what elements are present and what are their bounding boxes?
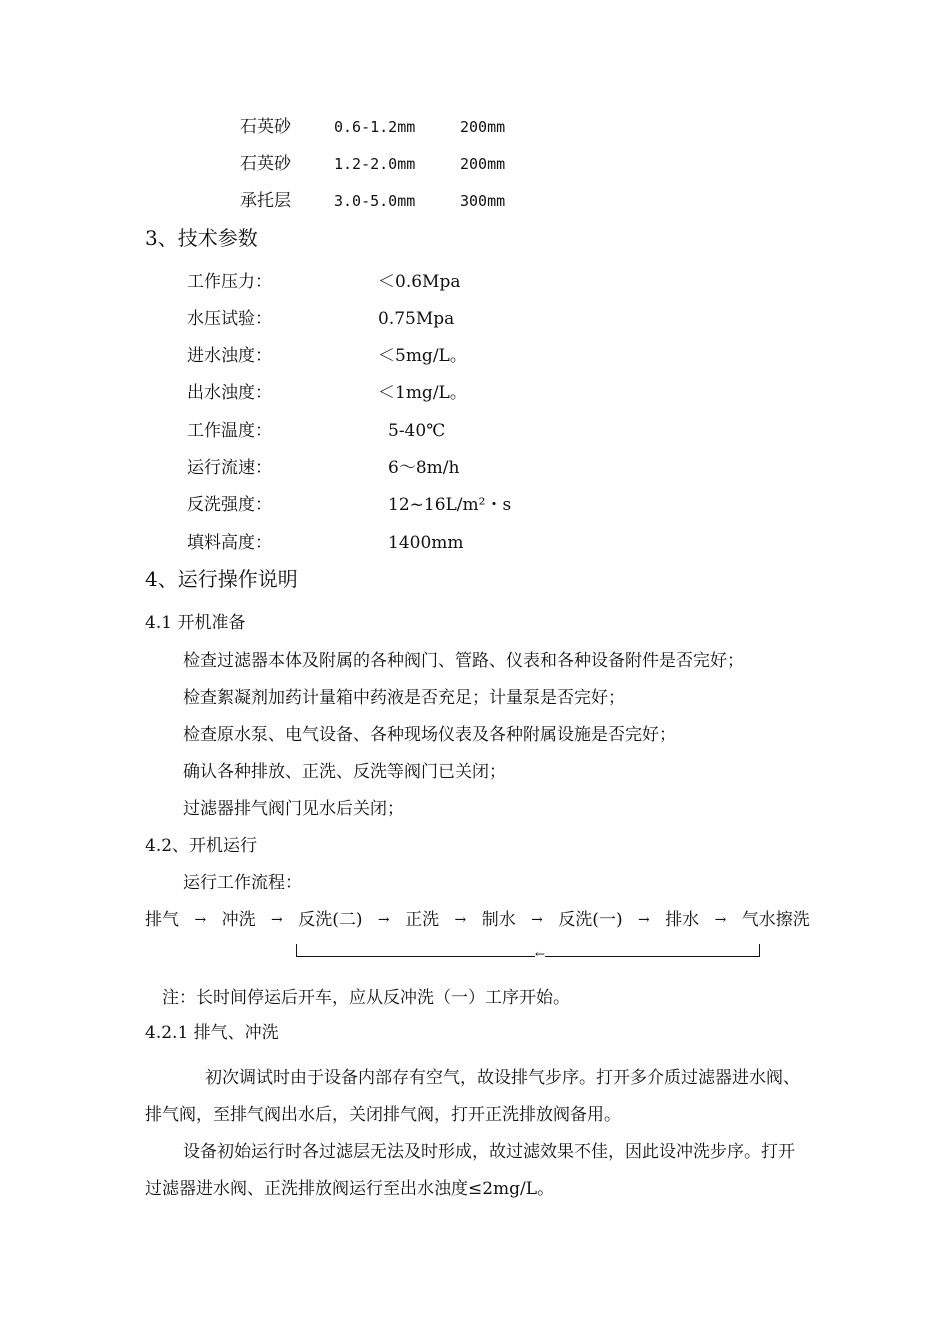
param-label: 运行流速：	[187, 458, 272, 478]
section-4-2-heading: 4.2、开机运行	[145, 836, 258, 856]
param-label: 工作压力：	[187, 272, 272, 292]
param-value: 0.75Mpa	[378, 309, 455, 329]
section-3-heading: 3、技术参数	[145, 226, 258, 250]
flow-step: 反洗(二)	[298, 910, 363, 930]
flow-step: 排气	[145, 910, 179, 930]
flow-step: 冲洗	[221, 910, 256, 930]
paragraph: 设备初始运行时各过滤层无法及时形成，故过滤效果不佳，因此设冲洗步序。打开过滤器进水阀、正洗排放阀运行至出水浊度≤2mg/L。	[145, 1142, 795, 1199]
layer-size: 3.0-5.0mm	[334, 192, 416, 210]
flow-arrow-icon: →	[454, 912, 467, 928]
flow-arrow-icon: →	[194, 912, 207, 928]
layer-name: 承托层	[240, 191, 291, 211]
layer-name: 石英砂	[240, 154, 291, 174]
param-value: 5-40℃	[388, 421, 446, 441]
layer-name: 石英砂	[240, 117, 291, 137]
flow-arrow-icon: →	[377, 912, 390, 928]
param-value: 12~16L/m²・s	[388, 495, 512, 515]
checklist-item: 检查过滤器本体及附属的各种阀门、管路、仪表和各种设备附件是否完好；	[183, 651, 744, 671]
checklist-item: 检查原水泵、电气设备、各种现场仪表及各种附属设施是否完好；	[183, 725, 676, 745]
param-value: ＜0.6Mpa	[378, 272, 461, 292]
note-text: 注：长时间停运后开车，应从反冲洗（一）工序开始。	[162, 988, 570, 1008]
param-label: 工作温度：	[187, 421, 272, 441]
flow-step: 排水	[665, 910, 700, 930]
paragraph: 初次调试时由于设备内部存有空气，故设排气步序。打开多介质过滤器进水阀、排气阀，至排气阀出水后，关闭排气阀，打开正洗排放阀备用。	[145, 1068, 800, 1125]
section-4-heading: 4、运行操作说明	[145, 567, 298, 591]
flow-arrow-icon: →	[531, 912, 543, 928]
param-label: 出水浊度：	[187, 383, 272, 403]
param-value: 1400mm	[388, 533, 464, 553]
flow-label: 运行工作流程：	[183, 873, 302, 893]
flow-return-bracket	[296, 944, 760, 961]
flow-arrow-icon: →	[271, 912, 283, 928]
section-4-1-heading: 4.1 开机准备	[145, 613, 246, 633]
flow-step: 正洗	[405, 910, 440, 930]
flow-step: 制水	[481, 910, 516, 930]
return-arrow-icon: ←	[535, 947, 546, 961]
param-label: 反洗强度：	[187, 495, 272, 515]
param-label: 填料高度：	[187, 533, 272, 553]
param-value: 6～8m/h	[388, 458, 460, 478]
flow-step: 反洗(一)	[558, 910, 623, 930]
layer-height: 200mm	[460, 155, 506, 173]
checklist-item: 过滤器排气阀门见水后关闭；	[183, 799, 404, 819]
param-label: 水压试验：	[187, 309, 272, 329]
section-4-2-1-heading: 4.2.1 排气、冲洗	[145, 1023, 279, 1043]
checklist-item: 检查絮凝剂加药计量箱中药液是否充足；计量泵是否完好；	[183, 688, 625, 708]
layer-height: 300mm	[460, 192, 506, 210]
layer-height: 200mm	[460, 118, 506, 136]
process-flow	[145, 909, 810, 931]
param-value: ＜5mg/L。	[378, 346, 467, 366]
flow-arrow-icon: →	[714, 912, 727, 928]
param-value: ＜1mg/L。	[378, 383, 467, 403]
flow-arrow-icon: →	[638, 912, 650, 928]
layer-size: 0.6-1.2mm	[334, 118, 416, 136]
param-label: 进水浊度：	[187, 346, 272, 366]
checklist-item: 确认各种排放、正洗、反洗等阀门已关闭；	[183, 762, 506, 782]
layer-size: 1.2-2.0mm	[334, 155, 416, 173]
flow-step: 气水擦洗	[741, 910, 810, 930]
